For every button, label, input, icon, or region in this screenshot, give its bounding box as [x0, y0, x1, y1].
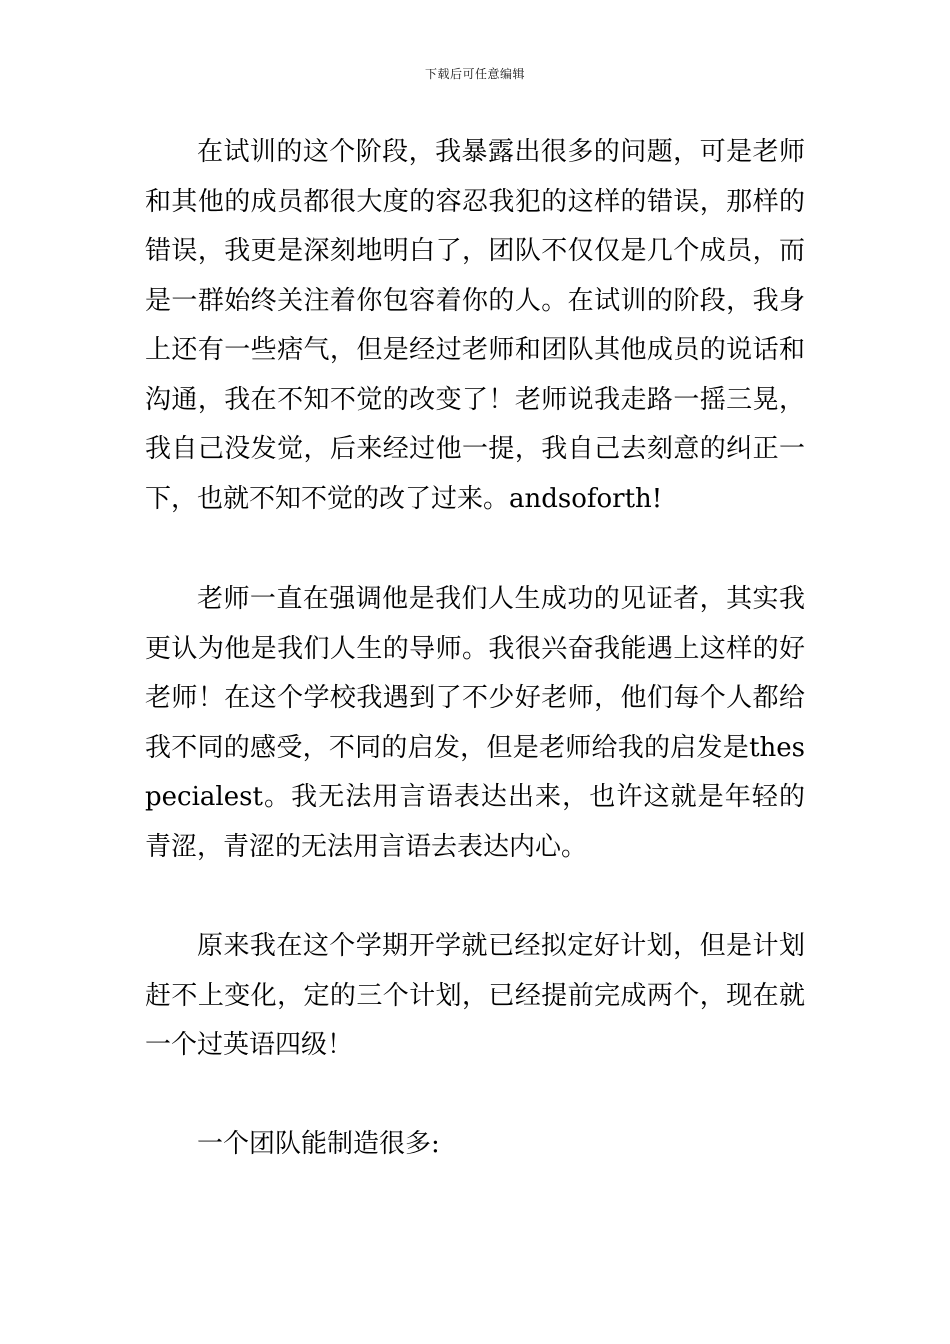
paragraph-team-creates: 一个团队能制造很多:: [197, 1129, 440, 1159]
paragraph-teacher-mentor: 老师一直在强调他是我们人生成功的见证者，其实我更认为他是我们人生的导师。我很兴奋我能遇上这样的好老师！在这个学校我遇到了不少好老师，他们每个人都给我不同的感受，不同的启发，但是老师给我的启发是thespecialest。我无法用言语表达出来，也许这就是年轻的青涩，青涩的无法用言语去表达内心。: [145, 584, 805, 862]
paragraph-training-stage: 在试训的这个阶段，我暴露出很多的问题，可是老师和其他的成员都很大度的容忍我犯的这样的错误，那样的错误，我更是深刻地明白了，团队不仅仅是几个成员，而是一群始终关注着你包容着你的人。在试训的阶段，我身上还有一些痞气，但是经过老师和团队其他成员的说话和沟通，我在不知不觉的改变了！老师说我走路一摇三晃，我自己没发觉，后来经过他一提，我自己去刻意的纠正一下，也就不知不觉的改了过来。andsoforth!: [145, 137, 805, 514]
paragraph-semester-plan: 原来我在这个学期开学就已经拟定好计划，但是计划赶不上变化，定的三个计划，已经提前完成两个，现在就一个过英语四级！: [145, 931, 805, 1060]
page-header: 下载后可任意编辑: [424, 67, 525, 81]
